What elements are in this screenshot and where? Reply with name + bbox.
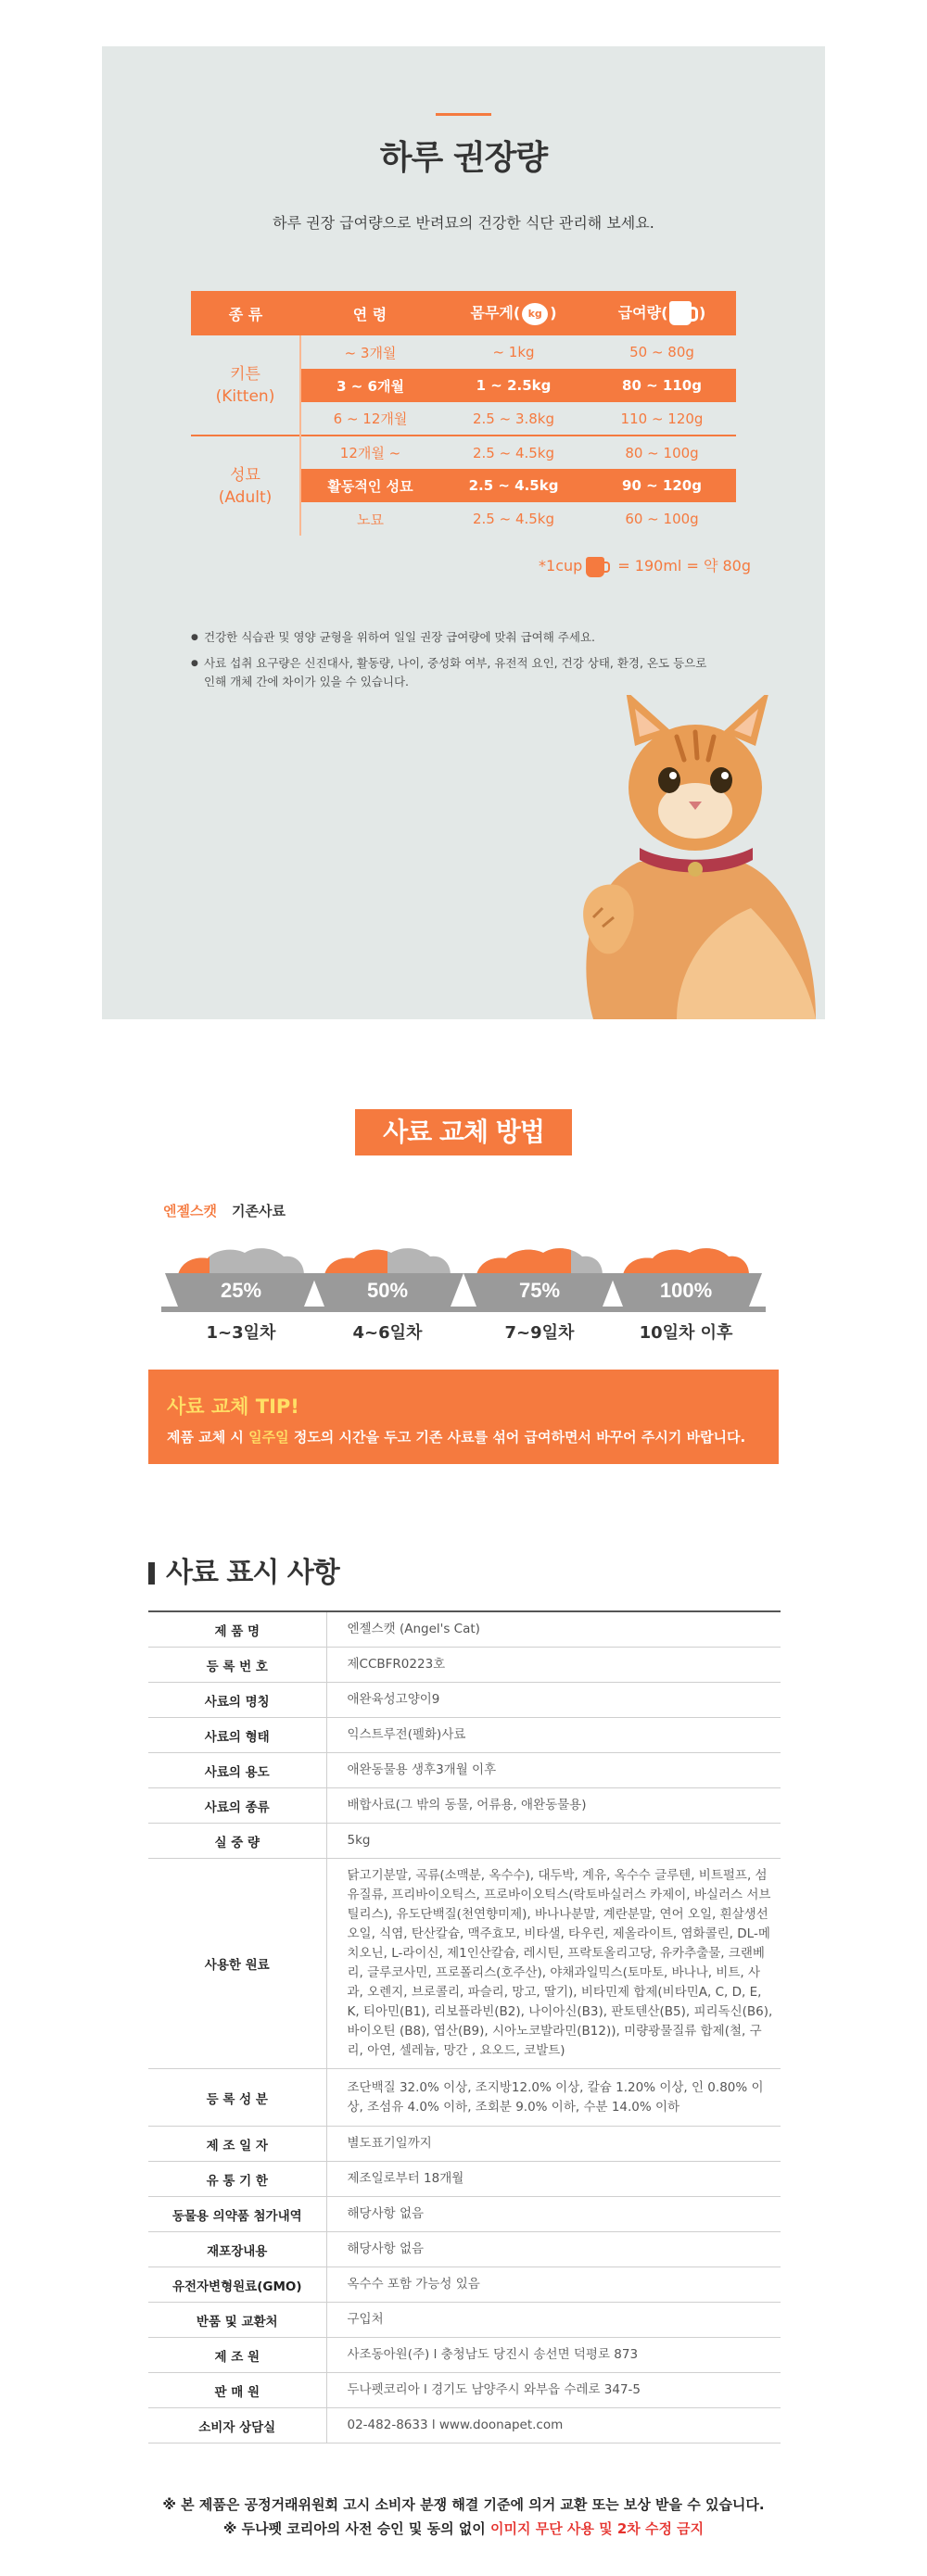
adult-group-label: [191, 436, 300, 536]
table-row: [148, 2373, 781, 2408]
amount-cell: 50 ~ 80g: [629, 344, 694, 360]
label-value: 02-482-8633 l www.doonapet.com: [326, 2408, 781, 2443]
label-value: 애완육성고양이9: [326, 1683, 781, 1718]
label-key: 실 중 량: [148, 1824, 326, 1859]
table-row: [148, 1859, 781, 2069]
step-label: 7~9일차: [504, 1323, 575, 1343]
age-cell: 12개월 ~: [300, 436, 439, 469]
bowl-base: [460, 1307, 619, 1312]
footer-line-2: [0, 2517, 927, 2541]
label-heading: [148, 1549, 339, 1590]
title-accent-line: [436, 113, 491, 116]
table-row: [148, 2232, 781, 2267]
label-value: 별도표기일까지: [326, 2127, 781, 2162]
header-amount-end: ): [698, 303, 706, 322]
table-row: [148, 2162, 781, 2197]
header-weight-label: 몸무게(: [470, 304, 521, 322]
label-info-table: [148, 1610, 781, 2443]
age-cell: 3 ~ 6개월: [300, 369, 439, 402]
footer-notice: [0, 2493, 927, 2541]
amount-cell: 80 ~ 100g: [588, 436, 736, 469]
food-change-title: 사료 교체 방법: [355, 1109, 572, 1155]
label-key: 판 매 원: [148, 2373, 326, 2408]
label-value: 제CCBFR0223호: [326, 1648, 781, 1683]
label-key: 반품 및 교환처: [148, 2303, 326, 2338]
table-row: [148, 2338, 781, 2373]
kitten-group-label: [191, 335, 300, 436]
footer-line-1: ※ 본 제품은 공정거래위원회 고시 소비자 분쟁 해결 기준에 의거 교환 또는 보상 받을 수 있습니다.: [162, 2496, 765, 2513]
bowl-percent: 25%: [220, 1279, 262, 1302]
label-key: 소비자 상담실: [148, 2408, 326, 2443]
header-amount: [588, 291, 736, 335]
label-value: 엔젤스캣 (Angel's Cat): [326, 1611, 781, 1648]
feeding-table-header: [191, 291, 736, 335]
label-key: 제 품 명: [148, 1611, 326, 1648]
food-change-tip: [148, 1370, 779, 1464]
table-row: [148, 2197, 781, 2232]
daily-subtitle: 하루 권장 급여량으로 반려묘의 건강한 식단 관리해 보세요.: [273, 214, 654, 232]
daily-title: 하루 권장량: [379, 139, 548, 177]
cat-illustration: [538, 695, 825, 1019]
bowl-percent: 50%: [366, 1279, 409, 1302]
food-bowl-step-4: [604, 1232, 768, 1316]
food-bowl-step-1: [159, 1232, 323, 1316]
weight-cell: 2.5 ~ 4.5kg: [472, 511, 555, 527]
label-key: 재포장내용: [148, 2232, 326, 2267]
table-row: [191, 436, 736, 469]
cup-icon: [669, 301, 692, 325]
bowl-percent: 100%: [659, 1279, 713, 1302]
adult-label-en: (Adult): [218, 487, 273, 507]
table-row: [148, 2127, 781, 2162]
label-key: 사용한 원료: [148, 1859, 326, 2069]
label-value: 닭고기분말, 곡류(소맥분, 옥수수), 대두박, 계유, 옥수수 글루텐, 비트펄프, 섬유질류, 프리바이오틱스, 프로바이오틱스(락토바실러스 카제이, 바실러스 서브틸리스), 유도단백질(천연향미제), 바나나분말, 계란분말, 연어 오일, 흰살생선 오일, 식염, 탄산칼슘, 맥주효모, 비타샐, 타우린, 제올라이트, 염화콜린, DL-메치오닌, L-라이신, 제1인산칼슘, 레시틴, 프락토올리고당, 유카추출물, 크랜베리, 글루코사민, 프로폴리스(호주산), 야채과일믹스(토마토, 바나나, 비트, 사과, 오렌지, 브로콜리, 파슬리, 망고, 딸기), 비타민제 합제(비타민A, C, D, E, K, 티아민(B1), 리보플라빈(B2), 나이아신(B3), 판토텐산(B5), 피리독신(B6), 바이오틴 (B8), 엽산(B9), 시아노코발라민(B12)), 미량광물질류 합제(철, 구리, 아연, 셀레늄, 망간 , 요오드, 코발트): [326, 1859, 781, 2069]
cup-note-left: *1cup: [539, 557, 583, 575]
label-key: 등 록 번 호: [148, 1648, 326, 1683]
label-value: 사조동아원(주) l 충청남도 당진시 송선면 덕평로 873: [326, 2338, 781, 2373]
label-heading-text: 사료 표시 사항: [166, 1557, 339, 1589]
label-key: 사료의 형태: [148, 1718, 326, 1753]
age-cell: 활동적인 성묘: [300, 469, 439, 502]
label-value: 두나펫코리아 l 경기도 남양주시 와부읍 수레로 347-5: [326, 2373, 781, 2408]
age-cell: 노묘: [357, 511, 384, 528]
table-row: [148, 1611, 781, 1648]
tip-text-post: 정도의 시간을 두고 기존 사료를 섞어 급여하면서 바꾸어 주시기 바랍니다.: [288, 1429, 746, 1446]
label-key: 제 조 일 자: [148, 2127, 326, 2162]
table-row: [148, 1648, 781, 1683]
label-value: 애완동물용 생후3개월 이후: [326, 1753, 781, 1788]
weight-cell: 2.5 ~ 4.5kg: [439, 469, 588, 502]
label-key: 유전자변형원료(GMO): [148, 2267, 326, 2303]
table-row: [148, 1824, 781, 1859]
table-row: [148, 2069, 781, 2127]
bowl-base: [161, 1307, 321, 1312]
step-label: 1~3일차: [206, 1323, 276, 1343]
tip-text-pre: 제품 교체 시: [167, 1429, 249, 1446]
amount-cell: 60 ~ 100g: [625, 511, 699, 527]
label-value: 옥수수 포함 가능성 있음: [326, 2267, 781, 2303]
label-key: 등 록 성 분: [148, 2069, 326, 2127]
table-row: [148, 1788, 781, 1824]
label-value: 구입처: [326, 2303, 781, 2338]
label-value: 해당사항 없음: [326, 2197, 781, 2232]
tip-highlight: 일주일: [248, 1429, 289, 1446]
table-row: [148, 2267, 781, 2303]
weight-kg-icon: kg: [522, 303, 548, 325]
label-value: 해당사항 없음: [326, 2232, 781, 2267]
label-value: 배합사료(그 밖의 동물, 어류용, 애완동물용): [326, 1788, 781, 1824]
table-row: [148, 1718, 781, 1753]
label-value: 제조일로부터 18개월: [326, 2162, 781, 2197]
header-weight-end: ): [550, 304, 557, 322]
header-amount-label: 급여량(: [617, 303, 668, 322]
bowl-base: [606, 1307, 766, 1312]
age-cell: ~ 3개월: [344, 344, 397, 361]
cup-conversion-note: [473, 554, 751, 577]
legend-existing-food: 기존사료: [232, 1203, 286, 1219]
label-key: 유 통 기 한: [148, 2162, 326, 2197]
weight-cell: ~ 1kg: [492, 344, 535, 360]
weight-cell: 2.5 ~ 3.8kg: [472, 410, 555, 427]
header-weight: [439, 291, 588, 335]
label-key: 사료의 명칭: [148, 1683, 326, 1718]
tip-text: [167, 1427, 745, 1446]
table-row: [191, 335, 736, 369]
food-bowl-step-2: [306, 1232, 469, 1316]
label-key: 동물용 의약품 첨가내역: [148, 2197, 326, 2232]
tip-title: 사료 교체 TIP!: [167, 1395, 299, 1418]
feeding-notes: [191, 628, 710, 699]
legend-angels-cat: 엔젤스캣: [163, 1203, 217, 1219]
label-key: 사료의 종류: [148, 1788, 326, 1824]
label-value: 조단백질 32.0% 이상, 조지방12.0% 이상, 칼슘 1.20% 이상, 인 0.80% 이상, 조섬유 4.0% 이하, 조회분 9.0% 이하, 수분 14.0% 이하: [326, 2069, 781, 2127]
footer-line-2-text: ※ 두나펫 코리아의 사전 승인 및 동의 없이: [222, 2520, 491, 2537]
amount-cell: 90 ~ 120g: [588, 469, 736, 502]
table-row: [148, 1753, 781, 1788]
feeding-table: [191, 291, 736, 536]
label-value: 5kg: [326, 1824, 781, 1859]
table-row: [148, 2408, 781, 2443]
step-label: 10일차 이후: [639, 1323, 733, 1343]
note-item: ● 사료 섭취 요구량은 신진대사, 활동량, 나이, 중성화 여부, 유전적 요인, 건강 상태, 환경, 온도 등으로 인해 개체 간에 차이가 있을 수 있습니다.: [191, 654, 710, 691]
weight-cell: 2.5 ~ 4.5kg: [439, 436, 588, 469]
step-label: 4~6일차: [352, 1323, 423, 1343]
table-row: [148, 1683, 781, 1718]
note-item: ● 건강한 식습관 및 영양 균형을 위하여 일일 권장 급여량에 맞춰 급여해 주세요.: [191, 628, 710, 647]
label-key: 제 조 원: [148, 2338, 326, 2373]
bowl-base: [308, 1307, 467, 1312]
daily-recommendation-panel: [102, 46, 825, 1019]
bowl-percent: 75%: [518, 1279, 561, 1302]
table-row: [148, 2303, 781, 2338]
header-type: 종 류: [191, 291, 300, 335]
food-bowl-step-3: [458, 1232, 621, 1316]
label-key: 사료의 용도: [148, 1753, 326, 1788]
kitten-label-en: (Kitten): [215, 386, 275, 406]
age-cell: 6 ~ 12개월: [333, 410, 408, 427]
kitten-label: 키튼: [230, 364, 260, 384]
label-value: 익스트루전(펠화)사료: [326, 1718, 781, 1753]
amount-cell: 80 ~ 110g: [588, 369, 736, 402]
heading-bar: [148, 1562, 155, 1585]
footer-line-2-warning: 이미지 무단 사용 및 2차 수정 금지: [490, 2520, 705, 2537]
cup-note-right: = 190ml = 약 80g: [617, 557, 751, 575]
cup-icon: [586, 557, 604, 577]
amount-cell: 110 ~ 120g: [620, 410, 704, 427]
weight-cell: 1 ~ 2.5kg: [439, 369, 588, 402]
header-age: 연 령: [300, 291, 439, 335]
adult-label: 성묘: [230, 465, 260, 485]
